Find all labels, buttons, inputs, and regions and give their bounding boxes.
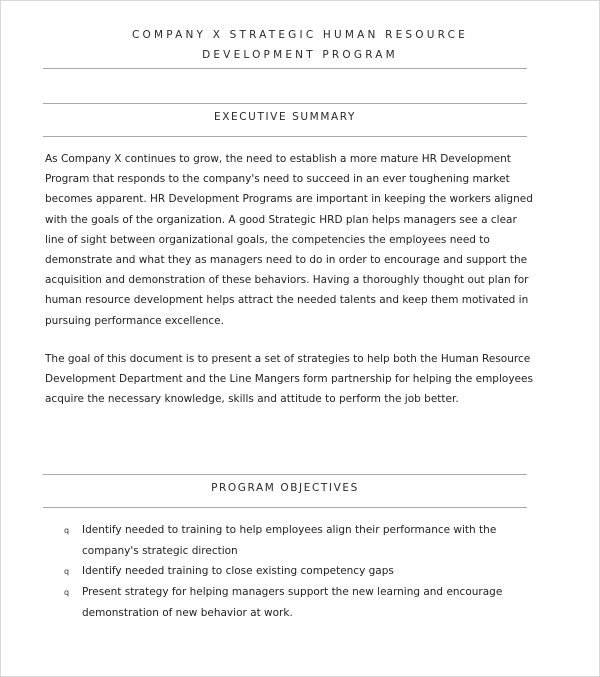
bullet-marker-icon: q [64,526,70,535]
executive-summary-top-rule [43,103,527,104]
program-objectives-heading: PROGRAM OBJECTIVES [211,482,359,494]
objective-text: Identify needed training to close existing competency gaps [82,565,394,577]
document-title-line-2: DEVELOPMENT PROGRAM [202,49,398,61]
program-objectives-top-rule [43,474,527,475]
title-divider [43,68,527,69]
executive-summary-bottom-rule [43,136,527,137]
program-objectives-bottom-rule [43,507,527,508]
executive-summary-paragraph-1: As Company X continues to grow, the need to establish a more mature HR Development Program that responds to the company's need to succeed in an ever toughening market becomes apparent. HR Development Programs are important in keeping the workers aligned with the goals of the organization. A good Strategic HRD plan helps managers see a clear line of sight between organizational goals, the competencies the employees need to demonstrate and what they as managers need to do in order to encourage and support the acquisition and demonstration of these behaviors. Having a thoroughly thought out plan for human resource development helps attract the needed talents and keep them motivated in pursuing performance excellence. [45,153,533,327]
bullet-marker-icon: q [64,567,70,576]
document-title-line-1: COMPANY X STRATEGIC HUMAN RESOURCE [131,29,468,41]
objective-item [64,520,534,561]
objective-text: Identify needed to training to help employees align their performance with the company's strategic direction [82,524,497,557]
executive-summary-paragraph-2: The goal of this document is to present a set of strategies to help both the Human Resource Development Department and the Line Mangers form partnership for helping the employees acquire the necessary knowledge, skills and attitude to perform the job better. [45,353,533,406]
objective-item [64,561,534,582]
objective-text: Present strategy for helping managers support the new learning and encourage demonstration of new behavior at work. [82,586,503,619]
objective-item [64,582,534,623]
executive-summary-heading: EXECUTIVE SUMMARY [213,111,357,123]
bullet-marker-icon: q [64,588,70,597]
